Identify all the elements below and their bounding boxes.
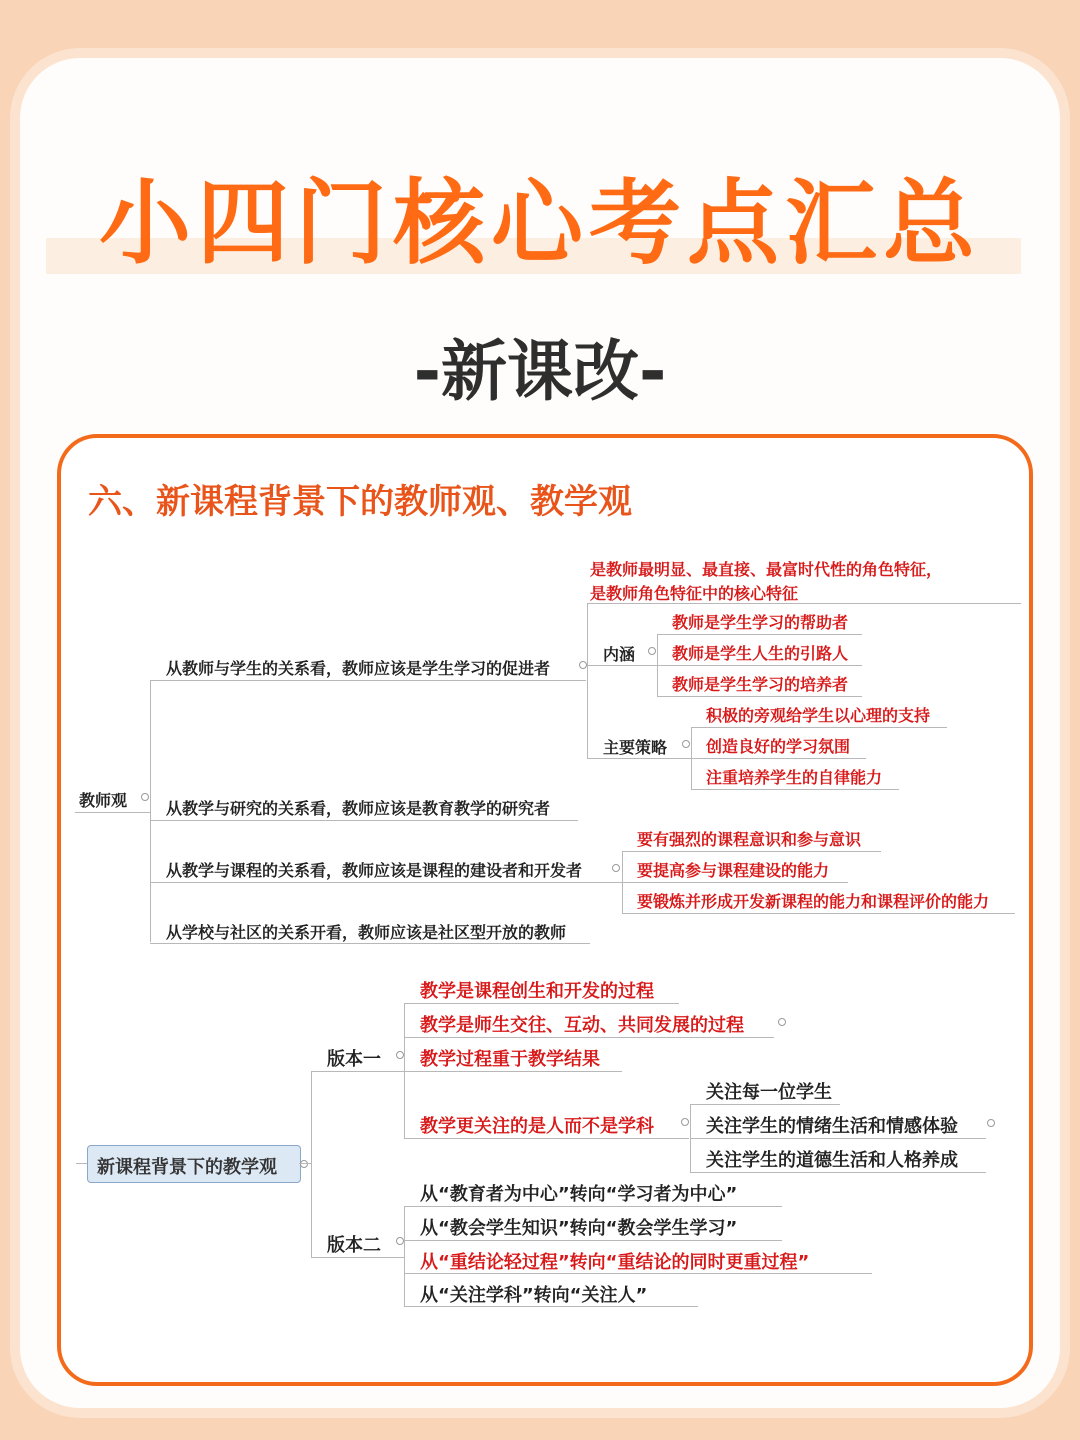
connotation-item: 教师是学生学习的培养者	[672, 675, 849, 694]
builder-item: 要有强烈的课程意识和参与意识	[637, 830, 862, 849]
connector	[690, 1138, 986, 1139]
connector	[75, 812, 150, 813]
connector	[76, 1163, 87, 1164]
connector	[587, 665, 657, 666]
connector	[404, 1071, 622, 1072]
teacher-researcher-label: 从教学与研究的关系看，教师应该是教育教学的研究者	[166, 799, 551, 818]
connector	[404, 1306, 698, 1307]
connector	[587, 603, 1021, 604]
connector	[311, 1071, 404, 1072]
collapse-toggle-icon	[681, 1118, 689, 1126]
teaching-view-root-label: 新课程背景下的教学观	[97, 1157, 277, 1178]
strategy-item: 积极的旁观给学生以心理的支持	[706, 706, 931, 725]
collapse-toggle-icon	[648, 647, 656, 655]
version-two-label: 版本二	[327, 1235, 381, 1256]
connector	[150, 943, 590, 944]
connector	[691, 789, 899, 790]
collapse-toggle-icon	[778, 1018, 786, 1026]
builder-item: 要锻炼并形成开发新课程的能力和课程评价的能力	[637, 892, 990, 911]
strategy-item: 创造良好的学习氛围	[706, 737, 851, 756]
connector	[404, 1206, 782, 1207]
builder-item: 要提高参与课程建设的能力	[637, 861, 830, 880]
connector	[150, 680, 151, 942]
connector	[404, 1037, 774, 1038]
connector	[311, 1257, 404, 1258]
connector	[691, 758, 866, 759]
version-one-item: 教学过程重于教学结果	[420, 1049, 600, 1070]
version-two-item: 从“教育者为中心”转向“学习者为中心”	[420, 1184, 738, 1205]
connector	[150, 680, 586, 681]
version-one-label: 版本一	[327, 1049, 381, 1070]
strategy-item: 注重培养学生的自律能力	[706, 768, 883, 787]
strategy-label: 主要策略	[603, 738, 668, 757]
person-focus-item: 关注学生的道德生活和人格养成	[706, 1150, 958, 1171]
teacher-facilitator-label: 从教师与学生的关系看，教师应该是学生学习的促进者	[166, 659, 551, 678]
connector	[622, 882, 848, 883]
connector	[404, 1273, 872, 1274]
connector	[404, 1240, 782, 1241]
version-two-item: 从“重结论轻过程”转向“重结论的同时更重过程”	[420, 1252, 810, 1273]
connector	[404, 1206, 405, 1306]
connector	[150, 882, 622, 883]
connector	[311, 1071, 312, 1257]
connector	[587, 603, 588, 758]
facilitator-note-line2: 是教师角色特征中的核心特征	[590, 584, 799, 603]
connector	[404, 1003, 679, 1004]
version-one-item: 教学是师生交往、互动、共同发展的过程	[420, 1015, 744, 1036]
teacher-builder-label: 从教学与课程的关系看，教师应该是课程的建设者和开发者	[166, 861, 583, 880]
facilitator-note-line1: 是教师最明显、最直接、最富时代性的角色特征，	[590, 560, 943, 579]
connector	[690, 1104, 840, 1105]
collapse-toggle-icon	[300, 1160, 308, 1168]
connector	[404, 1138, 689, 1139]
person-focus-item: 关注学生的情绪生活和情感体验	[706, 1116, 958, 1137]
teaching-view-root	[87, 1145, 301, 1183]
connector	[657, 665, 862, 666]
page-subtitle: -新课改-	[413, 333, 667, 410]
connotation-item: 教师是学生学习的帮助者	[672, 613, 849, 632]
connotation-label: 内涵	[603, 645, 636, 664]
teacher-community-label: 从学校与社区的关系开看，教师应该是社区型开放的教师	[166, 923, 567, 942]
connector	[690, 1172, 986, 1173]
connector	[622, 913, 1015, 914]
version-one-item: 教学更关注的是人而不是学科	[420, 1116, 654, 1137]
connector	[587, 758, 691, 759]
collapse-toggle-icon	[579, 661, 587, 669]
connector	[691, 727, 947, 728]
page-title: 小四门核心考点汇总	[98, 170, 981, 277]
connector	[622, 851, 881, 852]
collapse-toggle-icon	[141, 793, 149, 801]
collapse-toggle-icon	[396, 1237, 404, 1245]
version-two-item: 从“关注学科”转向“关注人”	[420, 1285, 648, 1306]
collapse-toggle-icon	[987, 1119, 995, 1127]
collapse-toggle-icon	[612, 864, 620, 872]
connector	[657, 696, 862, 697]
version-two-item: 从“教会学生知识”转向“教会学生学习”	[420, 1218, 738, 1239]
person-focus-item: 关注每一位学生	[706, 1082, 832, 1103]
section-title: 六、新课程背景下的教师观、教学观	[88, 482, 632, 522]
teacher-view-root: 教师观	[79, 791, 128, 810]
collapse-toggle-icon	[396, 1051, 404, 1059]
version-one-item: 教学是课程创生和开发的过程	[420, 981, 654, 1002]
connector	[299, 1163, 311, 1164]
connector	[657, 634, 862, 635]
collapse-toggle-icon	[682, 740, 690, 748]
connotation-item: 教师是学生人生的引路人	[672, 644, 849, 663]
connector	[150, 820, 578, 821]
